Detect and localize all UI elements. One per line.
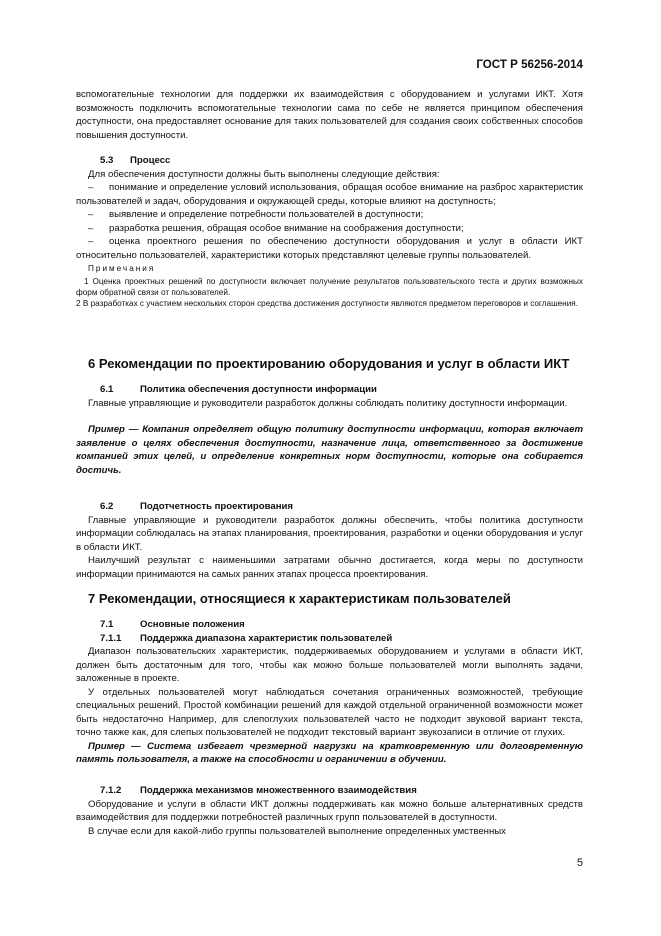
note-item: 2 В разработках с участием нескольких сторон средства достижения доступности являются предметом переговоров и соглашения. <box>76 298 578 308</box>
page-number: 5 <box>576 857 583 869</box>
section-7-1-2-heading: 7.1.2 Поддержка механизмов множественного взаимодействия <box>100 785 417 796</box>
section-7-1 <box>76 618 583 767</box>
section-5-3 <box>76 154 583 309</box>
section-5-3-lead: Для обеспечения доступности должны быть выполнены следующие действия: <box>88 168 440 180</box>
section-6-1-heading: 6.1 Политика обеспечения доступности информации <box>100 384 377 395</box>
example-paragraph: Пример — Компания определяет общую политику доступности информации, которая включает заявление о целях обеспечения доступности, назначение лица, ответственного за достижение компанией этих целей, и определение конкретных норм доступности, которые она собирается достичь. <box>76 424 583 476</box>
section-7-1-2 <box>76 784 583 838</box>
intro-paragraph: вспомогательные технологии для поддержки их взаимодействия с оборудованием и услугами ИКТ. Хотя возможность подключить вспомогательные технологии сама по себе не является принципом обеспечения доступности, она предоставляет основание для таких пользователей для создания своих собственных способов повышения доступности. <box>76 89 583 141</box>
section-7-1-1-paragraph: У отдельных пользователей могут наблюдаться сочетания ограниченных возможностей, требующие специальных решений. Простой комбинации решений для каждой отдельной ограниченной возможности может быть недостаточно Например, для слепоглухих пользователей часто не подходит звуковой вариант текста, точно также как, для слепых пользователей не подходит текстовый вариант звукозаписи в отличие от глухих. <box>76 686 583 738</box>
list-item: – оценка проектного решения по обеспечению доступности оборудования и услуг в области ИКТ относительно пользователей, характеристики которых представляют целевые группы пользователей. <box>76 236 583 261</box>
document-code-header: ГОСТ Р 56256-2014 <box>476 58 583 71</box>
list-item: – выявление и определение потребности пользователей в доступности; <box>88 209 424 220</box>
section-7-1-2-paragraph: В случае если для какой-либо группы пользователей выполнение определенных умственных <box>88 825 506 837</box>
section-7-title: 7 Рекомендации, относящиеся к характеристикам пользователей <box>88 591 511 606</box>
list-item: – понимание и определение условий использования, обращая особое внимание на разброс характеристик пользователей и задач, оборудования и окружающей среды, которые влияют на доступность; <box>76 182 583 207</box>
notes-heading: Примечания <box>88 264 156 273</box>
list-item: – разработка решения, обращая особое внимание на соображения доступности; <box>88 222 464 234</box>
section-6-2-heading: 6.2 Подотчетность проектирования <box>100 501 294 512</box>
section-7-1-heading: 7.1 Основные положения <box>100 619 245 630</box>
section-6-1-text: Главные управляющие и руководители разработок должны соблюдать политику доступности информации. <box>88 397 568 409</box>
section-7-1-2-paragraph: Оборудование и услуги в области ИКТ должны поддерживать как можно больше альтернативных средств взаимодействия для поддержки потребностей различных групп пользователей в доступности. <box>76 798 583 823</box>
section-6-title: 6 Рекомендации по проектированию оборудования и услуг в области ИКТ <box>88 356 570 371</box>
example-paragraph: Пример — Система избегает чрезмерной нагрузки на кратковременную или долговременную память пользователя, а также на способности и ограничении в обучении. <box>76 740 584 765</box>
section-6-2 <box>76 500 583 581</box>
section-7-1-1-heading: 7.1.1 Поддержка диапазона характеристик пользователей <box>100 632 393 644</box>
section-5-3-heading: 5.3 Процесс <box>100 155 171 166</box>
section-6-2-paragraph: Наилучший результат с наименьшими затратами обычно достигается, когда меры по доступности информации принимаются на самых ранних этапах процесса проектирования. <box>76 555 583 580</box>
section-7-1-1-paragraph: Диапазон пользовательских характеристик, поддерживаемых оборудованием и услугами в области ИКТ, должен быть достаточным для того, чтобы как можно больше пользователей могли выполнять задачи, заложенные в проекте. <box>76 646 583 684</box>
section-6-2-paragraph: Главные управляющие и руководители разработок должны обеспечить, чтобы политика доступности информации соблюдалась на этапах планирования, проектирования, разработки и оценки оборудования и услуг в области ИКТ. <box>76 514 583 553</box>
note-item: 1 Оценка проектных решений по доступности включает получение результатов пользовательского теста и других возможных форм обратной связи от пользователей. <box>76 276 583 297</box>
section-6-1 <box>76 383 583 477</box>
